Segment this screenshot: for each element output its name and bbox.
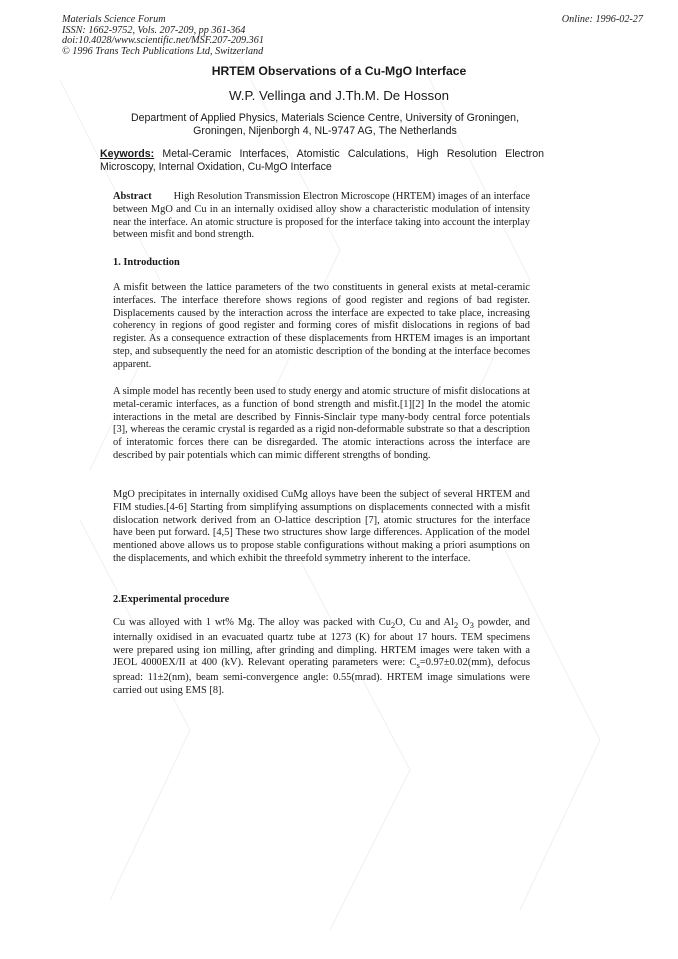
abstract-block	[113, 191, 530, 242]
online-date: Online: 1996-02-27	[561, 14, 643, 25]
paragraph: MgO precipitates in internally oxidised CuMg alloys have been the subject of several HRTEM and FIM studies.[4-6] Starting from simplifying assumptions on displacements connected with a misfit dislocation network derived from an O-lattice description [7], atomic structures for the interface have been put forward. [4,5] These two structures show large differences. Application of the model mentioned above allows us to propose stable configurations without making a priori asumptions on the displacements, and which exhibit the threefold symmetry inherent to the interface.	[113, 489, 530, 564]
paragraph: A misfit between the lattice parameters of the two constituents in general exists at metal-ceramic interfaces. The interface therefore shows regions of good register and regions of bad register. Displacements caused by the interaction across the interface are expected to take place, increasing coherency in regions of good register and forming cores of misfit dislocations in regions of bad register. As a consequence extraction of these displacements from HRTEM images is an important step, and subsequently the need for an atomistic description of the bonding at the interface becomes apparent.	[113, 282, 530, 370]
text-run: Cu was alloyed with 1 wt% Mg. The alloy was packed with Cu	[113, 617, 391, 628]
keywords-label: Keywords:	[100, 148, 155, 160]
paragraph-experimental	[113, 617, 530, 698]
keywords-text: Metal-Ceramic Interfaces, Atomistic Calculations, High Resolution Electron Microscopy, Internal Oxidation, Cu-MgO Interface	[100, 148, 544, 173]
text-run: =0.97±0.02(mm), defocus spread: 11±2(nm), beam semi-convergence angle: 0.55(mrad). HRTEM image simulations were carried out using EMS [8].	[113, 657, 530, 697]
section-heading-introduction: 1. Introduction	[113, 257, 180, 268]
citation-header	[62, 15, 264, 57]
keywords-block	[100, 148, 544, 173]
paper-authors: W.P. Vellinga and J.Th.M. De Hosson	[228, 88, 449, 103]
subscript: s	[416, 660, 420, 671]
text-run: O, Cu and Al	[395, 617, 454, 628]
abstract-label: Abstract	[113, 191, 152, 202]
affiliation-line-1: Department of Applied Physics, Materials Science Centre, University of Groningen,	[130, 112, 520, 124]
issn-line: ISSN: 1662-9752, Vols. 207-209, pp 361-364	[62, 24, 246, 36]
text-run: powder, and internally oxidised in an evacuated quartz tube at 1273 (K) for about 17 hours. TEM specimens were prepared using ion milling, after grinding and dimpling. HRTEM images were taken with a JEOL 4000EX/II at 400 (kV). Relevant operating parameters were: C	[113, 617, 530, 669]
paragraph: A simple model has recently been used to study energy and atomic structure of misfit dislocations at metal-ceramic interfaces, as a function of bond strength and misfit.[1][2] In the model the atomic interactions in the metal are described by Finnis-Sinclair type many-body central force potentials [3], whereas the ceramic crystal is regarded as a rigid non-deformable substrate so that a description of interatomic forces there can be disregarded. The atomic interactions across the interface are described by pair potentials which can mimic different strengths of bonding.	[113, 386, 530, 461]
subscript: 3	[469, 620, 474, 631]
copyright-line: © 1996 Trans Tech Publications Ltd, Switzerland	[62, 45, 264, 57]
affiliation-line-2: Groningen, Nijenborgh 4, NL-9747 AG, The Netherlands	[193, 125, 457, 137]
doi-link[interactable]: doi:10.4028/www.scientific.net/MSF.207-209.361	[62, 35, 264, 46]
affiliation	[105, 112, 545, 138]
section-heading-experimental: 2.Experimental procedure	[113, 594, 230, 605]
text-run: O	[458, 617, 470, 628]
subscript: 2	[390, 620, 396, 631]
subscript: 2	[453, 620, 459, 631]
abstract-text: High Resolution Transmission Electron Microscope (HRTEM) images of an interface between MgO and Cu in an internally oxidised alloy show a characteristic modulation of intensity near the interface. An atomic structure is proposed for the interface taking into account the interplay between misfit and bond strength.	[113, 191, 530, 241]
journal-name: Materials Science Forum	[62, 14, 166, 25]
paper-title: HRTEM Observations of a Cu-MgO Interface	[211, 64, 467, 78]
